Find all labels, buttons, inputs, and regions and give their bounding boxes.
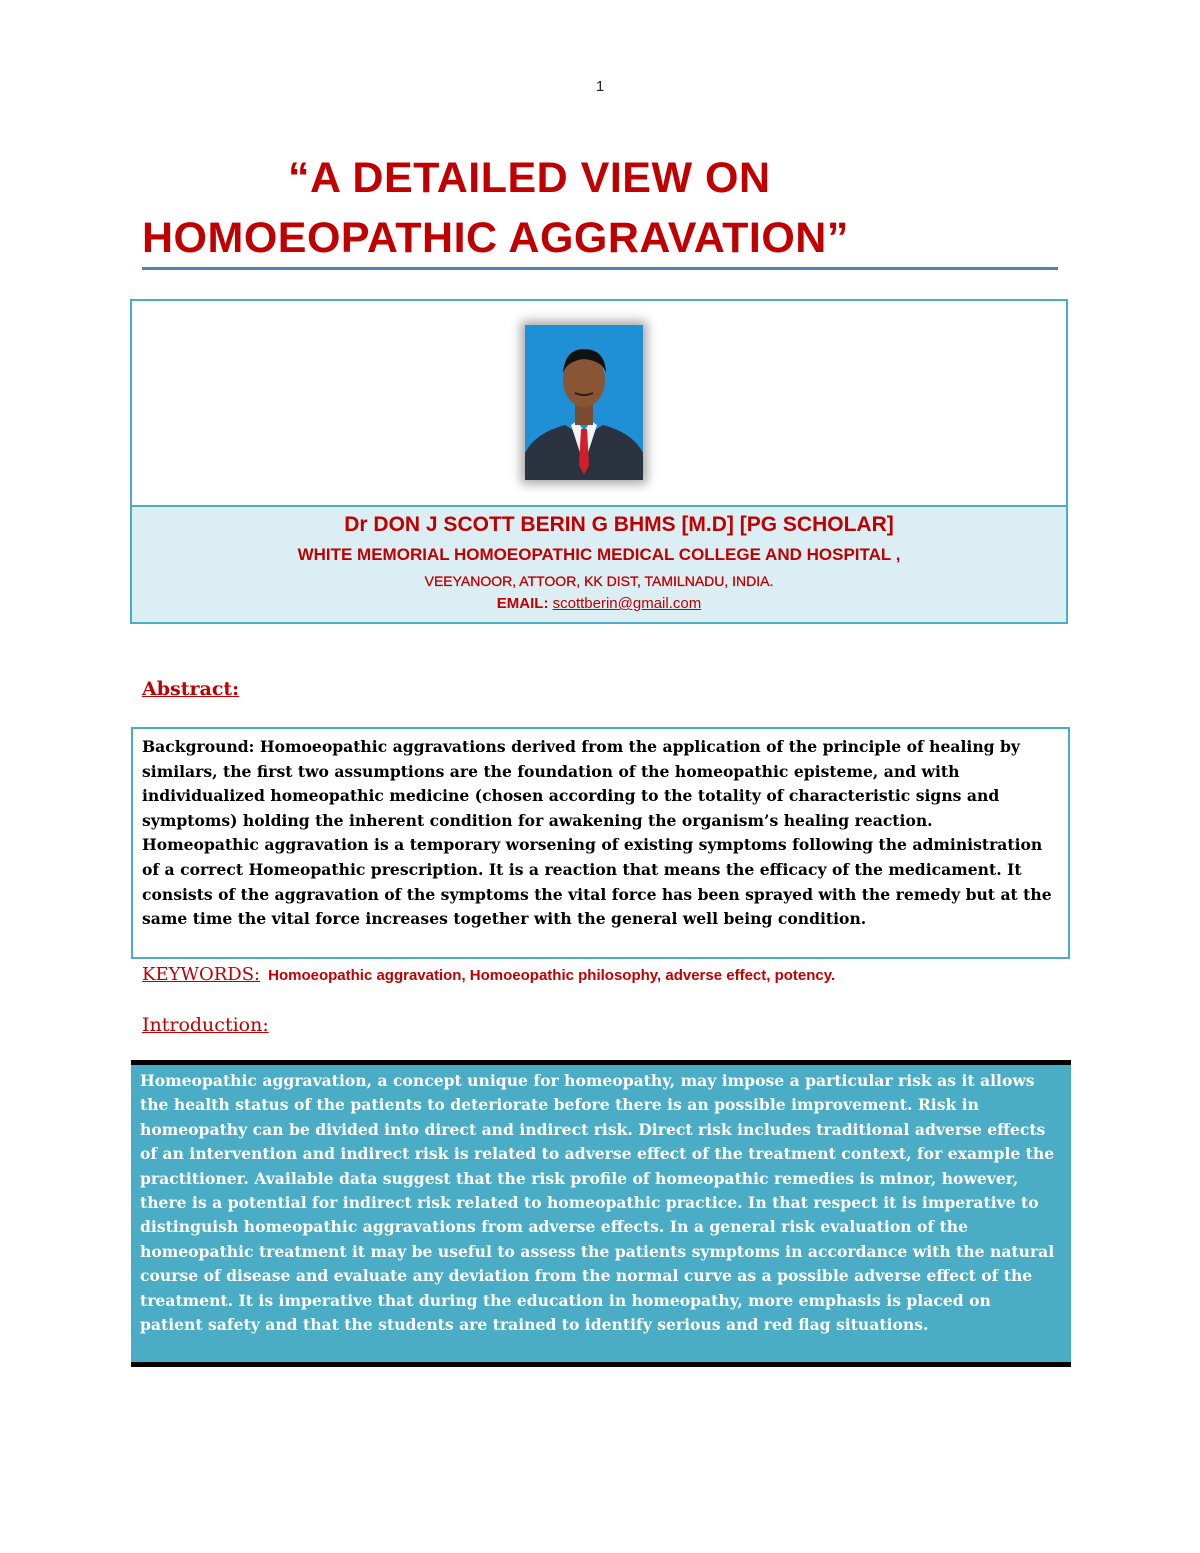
title-line-1: “A DETAILED VIEW ON xyxy=(288,154,771,202)
paper-title xyxy=(142,148,1072,268)
abstract-text: Background: Homoeopathic aggravations derived from the application of the principle of healing by similars, the first two assumptions are the foundation of the homeopathic episteme, and with individualized homeopathic medicine (chosen according to the totality of characteristic signs and symptoms) holding the inherent condition for awakening the organism’s healing reaction. Homeopathic aggravation is a temporary worsening of existing symptoms following the administration of a correct Homeopathic prescription. It is a reaction that means the efficacy of the medicament. It consists of the aggravation of the symptoms the vital force has been sprayed with the remedy but at the same time the vital force increases together with the general well being condition. xyxy=(142,737,1052,929)
author-college: WHITE MEMORIAL HOMOEOPATHIC MEDICAL COLLEGE AND HOSPITAL , xyxy=(297,545,901,564)
introduction-text: Homeopathic aggravation, a concept unique for homeopathy, may impose a particular risk as it allows the health status of the patients to deteriorate before there is an possible improvement. Risk in homeopathy can be divided into direct and indirect risk. Direct risk includes traditional adverse effects of an intervention and indirect risk is related to adverse effect of the treatment context, for example the practitioner. Available data suggest that the risk profile of homeopathic remedies is minor, however, there is a potential for indirect risk related to homeopathic practice. In that respect it is imperative to distinguish homeopathic aggravations from adverse effects. In a general risk evaluation of the homeopathic treatment it may be useful to assess the patients symptoms in accordance with the natural course of disease and evaluate any deviation from the normal curve as a possible adverse effect of the treatment. It is imperative that during the education in homeopathy, more emphasis is placed on patient safety and that the students are trained to identify serious and red flag situations. xyxy=(140,1071,1055,1335)
author-address: VEEYANOOR, ATTOOR, KK DIST, TAMILNADU, INDIA. xyxy=(424,573,774,589)
author-name: Dr DON J SCOTT BERIN G BHMS [M.D] [PG SCHOLAR] xyxy=(344,513,894,536)
author-email-line xyxy=(132,595,1066,612)
abstract-box xyxy=(131,727,1070,959)
title-line-2: HOMOEOPATHIC AGGRAVATION” xyxy=(142,214,849,262)
author-info xyxy=(132,507,1066,622)
email-label: EMAIL: xyxy=(496,595,553,612)
keywords-label: KEYWORDS: xyxy=(142,964,261,985)
author-photo xyxy=(525,325,643,480)
photo-area xyxy=(132,301,1066,507)
keywords-text: Homoeopathic aggravation, Homoeopathic philosophy, adverse effect, potency. xyxy=(268,967,836,984)
abstract-heading: Abstract: xyxy=(142,678,240,700)
keywords-line xyxy=(142,964,835,985)
email-link[interactable]: scottberin@gmail.com xyxy=(552,595,702,612)
author-box xyxy=(130,299,1068,624)
title-rule xyxy=(142,267,1058,270)
introduction-heading: Introduction: xyxy=(142,1014,269,1036)
page-number: 1 xyxy=(595,78,605,95)
author-portrait-icon xyxy=(525,325,643,480)
introduction-box xyxy=(131,1060,1071,1367)
